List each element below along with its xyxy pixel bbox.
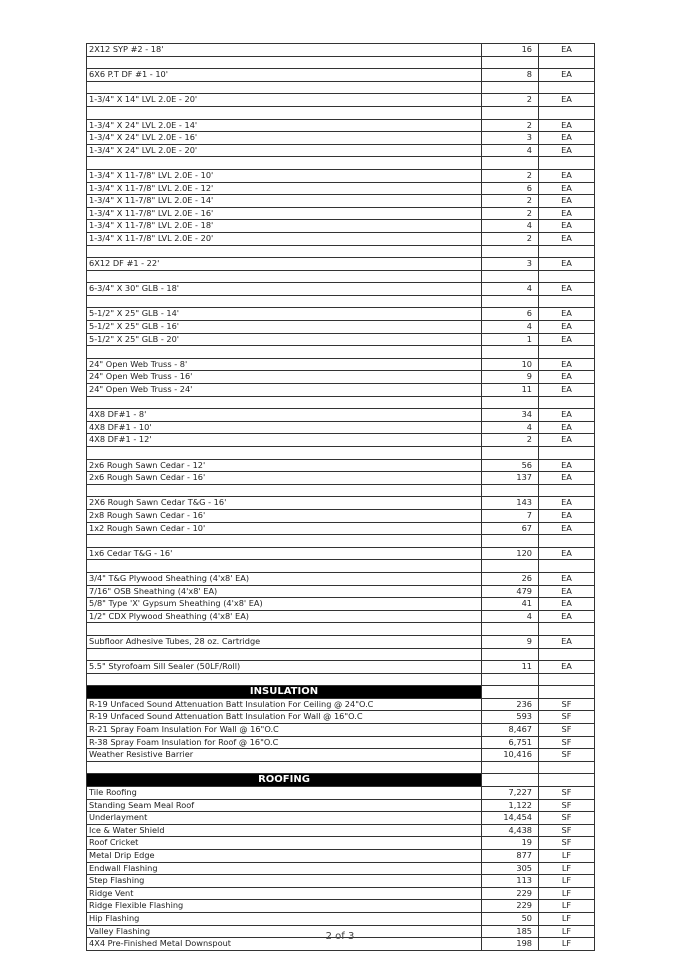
item-quantity: 11 — [482, 661, 539, 674]
item-quantity: 185 — [482, 925, 539, 938]
item-unit: LF — [539, 850, 595, 863]
item-quantity: 198 — [482, 938, 539, 951]
spacer-unit-cell — [539, 673, 595, 686]
item-description: Standing Seam Meal Roof — [87, 799, 482, 812]
item-unit: EA — [539, 119, 595, 132]
item-description: 1-3/4" X 11-7/8" LVL 2.0E - 16' — [87, 207, 482, 220]
spacer-row — [87, 484, 595, 497]
item-unit: EA — [539, 94, 595, 107]
item-description: 7/16" OSB Sheathing (4'x8' EA) — [87, 585, 482, 598]
item-unit: EA — [539, 459, 595, 472]
table-row — [87, 812, 595, 825]
item-description: 4X8 DF#1 - 10' — [87, 421, 482, 434]
item-description: 1-3/4" X 11-7/8" LVL 2.0E - 10' — [87, 169, 482, 182]
table-row — [87, 371, 595, 384]
item-quantity: 9 — [482, 371, 539, 384]
spacer-qty-cell — [482, 673, 539, 686]
item-description: Metal Drip Edge — [87, 850, 482, 863]
spacer-desc-cell — [87, 81, 482, 94]
item-description: Ice & Water Shield — [87, 824, 482, 837]
item-unit: SF — [539, 749, 595, 762]
table-row — [87, 900, 595, 913]
item-description: 4X8 DF#1 - 8' — [87, 409, 482, 422]
table-row — [87, 661, 595, 674]
item-unit: EA — [539, 371, 595, 384]
item-quantity: 41 — [482, 598, 539, 611]
item-description: 5-1/2" X 25" GLB - 14' — [87, 308, 482, 321]
item-quantity: 19 — [482, 837, 539, 850]
table-row — [87, 44, 595, 57]
item-description: Underlayment — [87, 812, 482, 825]
item-description: 1-3/4" X 24" LVL 2.0E - 14' — [87, 119, 482, 132]
item-description: 2x6 Rough Sawn Cedar - 16' — [87, 472, 482, 485]
item-quantity: 4 — [482, 283, 539, 296]
item-description: 1-3/4" X 14" LVL 2.0E - 20' — [87, 94, 482, 107]
table-row — [87, 572, 595, 585]
table-row — [87, 434, 595, 447]
item-description: Hip Flashing — [87, 912, 482, 925]
section-unit-cell — [539, 774, 595, 787]
item-quantity: 877 — [482, 850, 539, 863]
item-description: 2x8 Rough Sawn Cedar - 16' — [87, 509, 482, 522]
table-row — [87, 459, 595, 472]
spacer-desc-cell — [87, 245, 482, 258]
item-quantity: 10,416 — [482, 749, 539, 762]
item-unit: EA — [539, 169, 595, 182]
item-quantity: 14,454 — [482, 812, 539, 825]
spacer-qty-cell — [482, 396, 539, 409]
item-unit: EA — [539, 409, 595, 422]
spacer-unit-cell — [539, 295, 595, 308]
item-quantity: 6 — [482, 308, 539, 321]
spacer-qty-cell — [482, 157, 539, 170]
spacer-desc-cell — [87, 623, 482, 636]
table-row — [87, 711, 595, 724]
item-unit: SF — [539, 799, 595, 812]
item-description: 1-3/4" X 11-7/8" LVL 2.0E - 20' — [87, 232, 482, 245]
table-row — [87, 182, 595, 195]
spacer-row — [87, 673, 595, 686]
item-description: 24" Open Web Truss - 8' — [87, 358, 482, 371]
spacer-unit-cell — [539, 270, 595, 283]
item-description: R-21 Spray Foam Insulation For Wall @ 16"O.C — [87, 724, 482, 737]
item-description: 5-1/2" X 25" GLB - 20' — [87, 333, 482, 346]
item-quantity: 143 — [482, 497, 539, 510]
spacer-unit-cell — [539, 761, 595, 774]
spacer-unit-cell — [539, 56, 595, 69]
item-description: 5.5" Styrofoam Sill Sealer (50LF/Roll) — [87, 661, 482, 674]
item-quantity: 10 — [482, 358, 539, 371]
item-description: 24" Open Web Truss - 16' — [87, 371, 482, 384]
item-unit: EA — [539, 321, 595, 334]
section-qty-cell — [482, 774, 539, 787]
spacer-qty-cell — [482, 623, 539, 636]
item-quantity: 7,227 — [482, 787, 539, 800]
item-unit: SF — [539, 724, 595, 737]
item-quantity: 50 — [482, 912, 539, 925]
item-description: 2X12 SYP #2 - 18' — [87, 44, 482, 57]
spacer-desc-cell — [87, 56, 482, 69]
item-unit: EA — [539, 358, 595, 371]
materials-table — [86, 43, 595, 951]
item-quantity: 2 — [482, 207, 539, 220]
item-description: 1-3/4" X 11-7/8" LVL 2.0E - 14' — [87, 195, 482, 208]
item-quantity: 4 — [482, 610, 539, 623]
item-description: 4X4 Pre-Finished Metal Downspout — [87, 938, 482, 951]
table-row — [87, 887, 595, 900]
item-unit: LF — [539, 887, 595, 900]
item-description: Endwall Flashing — [87, 862, 482, 875]
item-unit: EA — [539, 497, 595, 510]
spacer-qty-cell — [482, 484, 539, 497]
item-unit: EA — [539, 182, 595, 195]
table-row — [87, 308, 595, 321]
section-header-row — [87, 774, 595, 787]
item-unit: EA — [539, 585, 595, 598]
table-row — [87, 724, 595, 737]
table-row — [87, 547, 595, 560]
table-row — [87, 421, 595, 434]
item-unit: EA — [539, 207, 595, 220]
item-unit: EA — [539, 69, 595, 82]
item-unit: EA — [539, 44, 595, 57]
item-unit: LF — [539, 862, 595, 875]
spacer-unit-cell — [539, 157, 595, 170]
spacer-row — [87, 447, 595, 460]
item-quantity: 4 — [482, 144, 539, 157]
item-description: 1x6 Cedar T&G - 16' — [87, 547, 482, 560]
item-unit: EA — [539, 472, 595, 485]
spacer-qty-cell — [482, 81, 539, 94]
item-unit: EA — [539, 144, 595, 157]
item-quantity: 34 — [482, 409, 539, 422]
table-row — [87, 509, 595, 522]
item-unit: SF — [539, 787, 595, 800]
spacer-desc-cell — [87, 346, 482, 359]
spacer-desc-cell — [87, 560, 482, 573]
spacer-row — [87, 535, 595, 548]
item-description: Subfloor Adhesive Tubes, 28 oz. Cartridge — [87, 635, 482, 648]
table-row — [87, 207, 595, 220]
table-row — [87, 94, 595, 107]
spacer-desc-cell — [87, 396, 482, 409]
item-unit: EA — [539, 522, 595, 535]
item-quantity: 479 — [482, 585, 539, 598]
spacer-desc-cell — [87, 673, 482, 686]
spacer-row — [87, 157, 595, 170]
item-unit: EA — [539, 220, 595, 233]
item-quantity: 137 — [482, 472, 539, 485]
item-description: Weather Resistive Barrier — [87, 749, 482, 762]
item-quantity: 8,467 — [482, 724, 539, 737]
table-row — [87, 258, 595, 271]
spacer-row — [87, 761, 595, 774]
item-description: 1-3/4" X 11-7/8" LVL 2.0E - 12' — [87, 182, 482, 195]
spacer-row — [87, 396, 595, 409]
item-quantity: 593 — [482, 711, 539, 724]
item-unit: SF — [539, 837, 595, 850]
item-quantity: 2 — [482, 434, 539, 447]
spacer-qty-cell — [482, 761, 539, 774]
spacer-desc-cell — [87, 295, 482, 308]
spacer-unit-cell — [539, 484, 595, 497]
item-quantity: 1,122 — [482, 799, 539, 812]
item-description: Valley Flashing — [87, 925, 482, 938]
table-row — [87, 283, 595, 296]
item-description: R-19 Unfaced Sound Attenuation Batt Insulation For Wall @ 16"O.C — [87, 711, 482, 724]
item-unit: EA — [539, 434, 595, 447]
item-unit: EA — [539, 421, 595, 434]
item-quantity: 3 — [482, 258, 539, 271]
table-row — [87, 69, 595, 82]
spacer-qty-cell — [482, 106, 539, 119]
item-quantity: 56 — [482, 459, 539, 472]
spacer-row — [87, 270, 595, 283]
item-unit: EA — [539, 384, 595, 397]
item-description: Step Flashing — [87, 875, 482, 888]
spacer-qty-cell — [482, 245, 539, 258]
table-row — [87, 837, 595, 850]
item-quantity: 2 — [482, 232, 539, 245]
table-row — [87, 144, 595, 157]
spacer-desc-cell — [87, 270, 482, 283]
spacer-unit-cell — [539, 447, 595, 460]
item-unit: EA — [539, 283, 595, 296]
item-description: 1x2 Rough Sawn Cedar - 10' — [87, 522, 482, 535]
spacer-desc-cell — [87, 484, 482, 497]
spacer-row — [87, 623, 595, 636]
item-unit: EA — [539, 232, 595, 245]
item-quantity: 3 — [482, 132, 539, 145]
item-unit: LF — [539, 938, 595, 951]
item-unit: EA — [539, 598, 595, 611]
item-description: 6-3/4" X 30" GLB - 18' — [87, 283, 482, 296]
item-unit: SF — [539, 824, 595, 837]
item-quantity: 4 — [482, 220, 539, 233]
item-quantity: 2 — [482, 195, 539, 208]
spacer-unit-cell — [539, 245, 595, 258]
table-row — [87, 522, 595, 535]
table-row — [87, 472, 595, 485]
spacer-qty-cell — [482, 346, 539, 359]
spacer-unit-cell — [539, 648, 595, 661]
item-quantity: 113 — [482, 875, 539, 888]
table-row — [87, 799, 595, 812]
item-unit: LF — [539, 912, 595, 925]
item-description: Ridge Flexible Flashing — [87, 900, 482, 913]
spacer-row — [87, 81, 595, 94]
item-description: 1/2" CDX Plywood Sheathing (4'x8' EA) — [87, 610, 482, 623]
spacer-row — [87, 56, 595, 69]
section-qty-cell — [482, 686, 539, 699]
item-unit: EA — [539, 635, 595, 648]
item-description: 6X6 P.T DF #1 - 10' — [87, 69, 482, 82]
spacer-row — [87, 245, 595, 258]
item-unit: SF — [539, 698, 595, 711]
table-row — [87, 132, 595, 145]
item-quantity: 9 — [482, 635, 539, 648]
item-quantity: 11 — [482, 384, 539, 397]
item-quantity: 4 — [482, 421, 539, 434]
item-description: 4X8 DF#1 - 12' — [87, 434, 482, 447]
item-unit: SF — [539, 711, 595, 724]
spacer-unit-cell — [539, 106, 595, 119]
table-row — [87, 220, 595, 233]
table-row — [87, 169, 595, 182]
table-row — [87, 333, 595, 346]
item-description: Roof Cricket — [87, 837, 482, 850]
table-row — [87, 875, 595, 888]
spacer-qty-cell — [482, 295, 539, 308]
spacer-unit-cell — [539, 623, 595, 636]
table-row — [87, 736, 595, 749]
item-quantity: 67 — [482, 522, 539, 535]
item-quantity: 26 — [482, 572, 539, 585]
table-row — [87, 598, 595, 611]
item-description: 6X12 DF #1 - 22' — [87, 258, 482, 271]
table-row — [87, 610, 595, 623]
table-row — [87, 912, 595, 925]
item-quantity: 8 — [482, 69, 539, 82]
item-unit: EA — [539, 195, 595, 208]
item-quantity: 4 — [482, 321, 539, 334]
table-row — [87, 384, 595, 397]
item-description: Ridge Vent — [87, 887, 482, 900]
spacer-row — [87, 295, 595, 308]
spacer-qty-cell — [482, 447, 539, 460]
spacer-desc-cell — [87, 761, 482, 774]
item-description: 1-3/4" X 24" LVL 2.0E - 20' — [87, 144, 482, 157]
table-row — [87, 195, 595, 208]
spacer-desc-cell — [87, 535, 482, 548]
table-row — [87, 698, 595, 711]
item-quantity: 2 — [482, 169, 539, 182]
item-unit: EA — [539, 610, 595, 623]
item-quantity: 120 — [482, 547, 539, 560]
materials-table-body — [87, 44, 595, 951]
spacer-qty-cell — [482, 560, 539, 573]
item-quantity: 229 — [482, 900, 539, 913]
spacer-desc-cell — [87, 447, 482, 460]
spacer-qty-cell — [482, 648, 539, 661]
section-header-row — [87, 686, 595, 699]
spacer-qty-cell — [482, 56, 539, 69]
item-unit: EA — [539, 308, 595, 321]
spacer-desc-cell — [87, 157, 482, 170]
item-description: R-38 Spray Foam Insulation for Roof @ 16"O.C — [87, 736, 482, 749]
item-quantity: 6,751 — [482, 736, 539, 749]
item-description: 2X6 Rough Sawn Cedar T&G - 16' — [87, 497, 482, 510]
item-unit: EA — [539, 572, 595, 585]
item-description: R-19 Unfaced Sound Attenuation Batt Insulation For Ceiling @ 24"O.C — [87, 698, 482, 711]
item-quantity: 4,438 — [482, 824, 539, 837]
item-quantity: 229 — [482, 887, 539, 900]
item-description: 3/4" T&G Plywood Sheathing (4'x8' EA) — [87, 572, 482, 585]
item-quantity: 6 — [482, 182, 539, 195]
item-unit: LF — [539, 900, 595, 913]
table-row — [87, 585, 595, 598]
table-row — [87, 749, 595, 762]
table-row — [87, 787, 595, 800]
item-unit: SF — [539, 812, 595, 825]
table-row — [87, 862, 595, 875]
item-unit: EA — [539, 509, 595, 522]
section-unit-cell — [539, 686, 595, 699]
spacer-row — [87, 560, 595, 573]
spacer-unit-cell — [539, 535, 595, 548]
item-quantity: 2 — [482, 94, 539, 107]
spacer-row — [87, 346, 595, 359]
item-quantity: 16 — [482, 44, 539, 57]
item-description: 5-1/2" X 25" GLB - 16' — [87, 321, 482, 334]
item-unit: EA — [539, 333, 595, 346]
spacer-desc-cell — [87, 648, 482, 661]
item-description: Tile Roofing — [87, 787, 482, 800]
item-description: 24" Open Web Truss - 24' — [87, 384, 482, 397]
table-row — [87, 358, 595, 371]
table-row — [87, 850, 595, 863]
table-row — [87, 119, 595, 132]
item-quantity: 1 — [482, 333, 539, 346]
spacer-qty-cell — [482, 270, 539, 283]
spacer-unit-cell — [539, 346, 595, 359]
item-unit: EA — [539, 258, 595, 271]
table-row — [87, 497, 595, 510]
spacer-qty-cell — [482, 535, 539, 548]
section-title: ROOFING — [87, 774, 482, 787]
item-unit: EA — [539, 547, 595, 560]
section-title: INSULATION — [87, 686, 482, 699]
item-quantity: 2 — [482, 119, 539, 132]
item-unit: LF — [539, 925, 595, 938]
item-unit: SF — [539, 736, 595, 749]
table-row — [87, 824, 595, 837]
item-description: 5/8" Type 'X' Gypsum Sheathing (4'x8' EA) — [87, 598, 482, 611]
item-unit: LF — [539, 875, 595, 888]
item-description: 1-3/4" X 11-7/8" LVL 2.0E - 18' — [87, 220, 482, 233]
spacer-desc-cell — [87, 106, 482, 119]
spacer-unit-cell — [539, 81, 595, 94]
table-row — [87, 409, 595, 422]
table-row — [87, 232, 595, 245]
page-number: 2 of 3 — [325, 931, 355, 942]
item-quantity: 236 — [482, 698, 539, 711]
spacer-row — [87, 648, 595, 661]
item-unit: EA — [539, 661, 595, 674]
spacer-unit-cell — [539, 396, 595, 409]
item-description: 2x6 Rough Sawn Cedar - 12' — [87, 459, 482, 472]
table-row — [87, 321, 595, 334]
item-description: 1-3/4" X 24" LVL 2.0E - 16' — [87, 132, 482, 145]
item-quantity: 7 — [482, 509, 539, 522]
table-row — [87, 635, 595, 648]
spacer-unit-cell — [539, 560, 595, 573]
spacer-row — [87, 106, 595, 119]
item-unit: EA — [539, 132, 595, 145]
item-quantity: 305 — [482, 862, 539, 875]
